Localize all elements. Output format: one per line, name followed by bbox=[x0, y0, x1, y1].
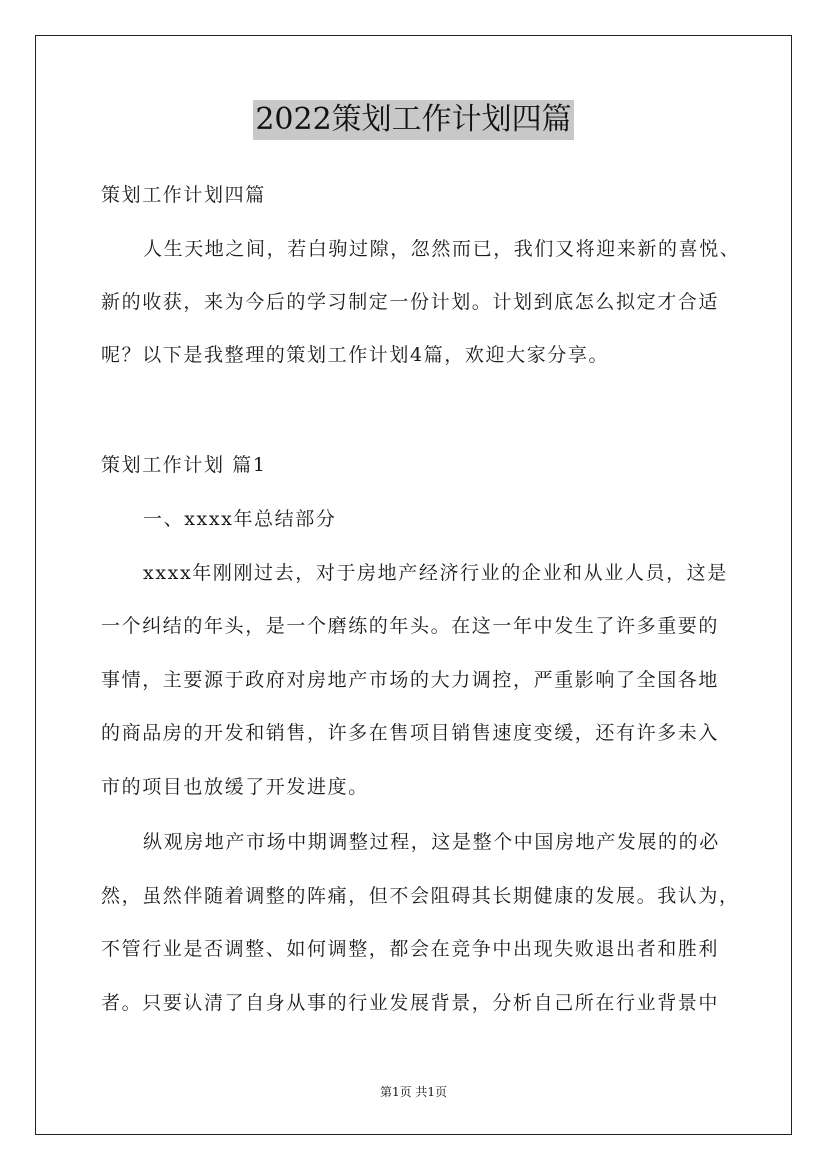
paragraph-line: 者。只要认清了自身从事的行业发展背景，分析自己所在行业背景中 bbox=[101, 992, 720, 1014]
paragraph-line: 事情，主要源于政府对房地产市场的大力调控，严重影响了全国各地 bbox=[101, 669, 720, 691]
paragraph-line: 一个纠结的年头，是一个磨练的年头。在这一年中发生了许多重要的 bbox=[101, 615, 720, 637]
subsection-heading: 一、xxxx年总结部分 bbox=[143, 508, 337, 530]
page-footer: 第1页 共1页 bbox=[379, 1085, 448, 1099]
paragraph-line: 呢？以下是我整理的策划工作计划4篇，欢迎大家分享。 bbox=[101, 344, 610, 366]
section-heading: 策划工作计划 篇1 bbox=[101, 454, 267, 476]
paragraph-line: 纵观房地产市场中期调整过程，这是整个中国房地产发展的的必 bbox=[143, 831, 720, 853]
paragraph-line: 的商品房的开发和销售，许多在售项目销售速度变缓，还有许多未入 bbox=[101, 722, 720, 744]
document-title: 2022策划工作计划四篇 bbox=[253, 100, 573, 140]
paragraph-line: 新的收获，来为今后的学习制定一份计划。计划到底怎么拟定才合适 bbox=[101, 291, 720, 313]
paragraph-line: xxxx年刚刚过去，对于房地产经济行业的企业和从业人员，这是 bbox=[143, 562, 728, 584]
paragraph-line: 人生天地之间，若白驹过隙，忽然而已，我们又将迎来新的喜悦、 bbox=[143, 238, 741, 260]
paragraph-line: 市的项目也放缓了开发进度。 bbox=[101, 776, 369, 798]
subtitle-line: 策划工作计划四篇 bbox=[101, 184, 266, 206]
paragraph-line: 然，虽然伴随着调整的阵痛，但不会阻碍其长期健康的发展。我认为， bbox=[101, 885, 740, 907]
title-container bbox=[0, 100, 827, 140]
paragraph-line: 不管行业是否调整、如何调整，都会在竞争中出现失败退出者和胜利 bbox=[101, 938, 720, 960]
